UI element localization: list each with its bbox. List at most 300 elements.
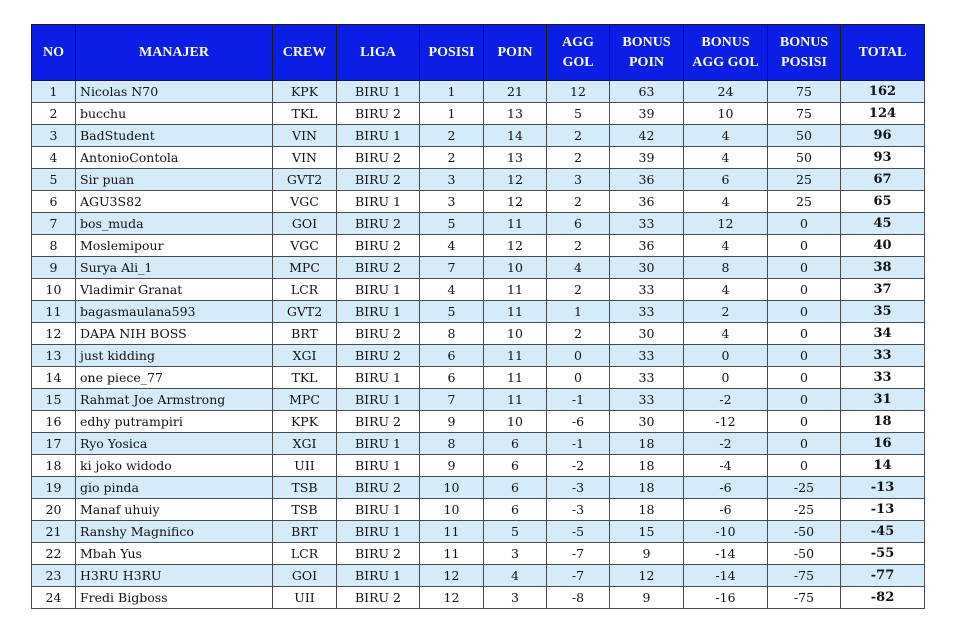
cell-poin: 12 [484,235,547,257]
cell-total: 33 [841,367,925,389]
cell-bonus-poin: 36 [610,191,684,213]
cell-posisi: 9 [420,411,484,433]
cell-crew: GOI [273,213,337,235]
cell-bonus-posisi: 75 [768,103,841,125]
cell-liga: BIRU 2 [337,257,420,279]
cell-bonus-poin: 33 [610,345,684,367]
cell-bonus-posisi: -50 [768,543,841,565]
column-header-label: AGG GOL [692,54,759,70]
table-row [32,279,925,301]
cell-manajer: BadStudent [76,125,273,147]
cell-poin: 6 [484,455,547,477]
cell-no: 8 [32,235,76,257]
cell-bonus-posisi: 0 [768,301,841,323]
column-header-label: NO [43,44,64,60]
cell-liga: BIRU 2 [337,147,420,169]
table-row [32,169,925,191]
cell-no: 3 [32,125,76,147]
column-header-label: POSISI [781,54,827,70]
cell-no: 7 [32,213,76,235]
cell-posisi: 10 [420,499,484,521]
column-header-label: POSISI [428,44,475,60]
cell-agg-gol: -5 [547,521,610,543]
cell-total: 37 [841,279,925,301]
table-row [32,235,925,257]
cell-agg-gol: 4 [547,257,610,279]
cell-agg-gol: 2 [547,191,610,213]
cell-manajer: gio pinda [76,477,273,499]
cell-poin: 10 [484,411,547,433]
cell-liga: BIRU 2 [337,411,420,433]
cell-poin: 13 [484,103,547,125]
cell-manajer: Nicolas N70 [76,81,273,103]
cell-manajer: one piece_77 [76,367,273,389]
cell-agg-gol: 2 [547,235,610,257]
cell-liga: BIRU 2 [337,169,420,191]
cell-crew: XGI [273,345,337,367]
cell-crew: TSB [273,499,337,521]
cell-posisi: 7 [420,257,484,279]
cell-posisi: 11 [420,521,484,543]
cell-bonus-agg-gol: 10 [684,103,768,125]
cell-posisi: 4 [420,235,484,257]
cell-bonus-agg-gol: 4 [684,191,768,213]
cell-posisi: 10 [420,477,484,499]
cell-no: 11 [32,301,76,323]
cell-liga: BIRU 1 [337,301,420,323]
cell-bonus-posisi: -25 [768,477,841,499]
cell-no: 4 [32,147,76,169]
cell-bonus-posisi: 0 [768,279,841,301]
cell-bonus-agg-gol: -10 [684,521,768,543]
cell-bonus-agg-gol: 4 [684,279,768,301]
cell-crew: BRT [273,521,337,543]
cell-bonus-poin: 18 [610,433,684,455]
cell-poin: 6 [484,477,547,499]
cell-bonus-agg-gol: 4 [684,147,768,169]
cell-agg-gol: -7 [547,565,610,587]
column-header-poin [484,25,547,81]
cell-crew: MPC [273,257,337,279]
table-body [32,81,925,609]
cell-posisi: 3 [420,191,484,213]
cell-bonus-agg-gol: 2 [684,301,768,323]
cell-crew: UII [273,587,337,609]
cell-manajer: Moslemipour [76,235,273,257]
cell-agg-gol: -3 [547,477,610,499]
cell-bonus-poin: 30 [610,411,684,433]
cell-bonus-posisi: 0 [768,455,841,477]
cell-bonus-agg-gol: -12 [684,411,768,433]
cell-agg-gol: -7 [547,543,610,565]
cell-bonus-agg-gol: 8 [684,257,768,279]
cell-total: 38 [841,257,925,279]
column-header-no [32,25,76,81]
cell-total: 162 [841,81,925,103]
cell-no: 23 [32,565,76,587]
cell-total: 124 [841,103,925,125]
column-header-label: POIN [497,44,533,60]
cell-bonus-agg-gol: -16 [684,587,768,609]
cell-total: 18 [841,411,925,433]
cell-posisi: 6 [420,345,484,367]
cell-manajer: Ranshy Magnifico [76,521,273,543]
cell-bonus-posisi: 50 [768,125,841,147]
column-header-label: POIN [629,54,664,70]
column-header-label: BONUS [779,34,829,50]
cell-crew: UII [273,455,337,477]
cell-bonus-poin: 18 [610,455,684,477]
cell-crew: GVT2 [273,169,337,191]
cell-manajer: ki joko widodo [76,455,273,477]
cell-bonus-poin: 63 [610,81,684,103]
cell-manajer: Fredi Bigboss [76,587,273,609]
cell-posisi: 1 [420,103,484,125]
cell-poin: 12 [484,191,547,213]
cell-no: 13 [32,345,76,367]
cell-bonus-agg-gol: 4 [684,323,768,345]
column-header-bonus-poin [610,25,684,81]
cell-bonus-agg-gol: 6 [684,169,768,191]
cell-posisi: 12 [420,587,484,609]
cell-agg-gol: -8 [547,587,610,609]
cell-crew: VIN [273,125,337,147]
cell-poin: 21 [484,81,547,103]
cell-liga: BIRU 1 [337,433,420,455]
column-header-label: AGG [562,34,594,50]
cell-liga: BIRU 2 [337,477,420,499]
cell-crew: MPC [273,389,337,411]
cell-bonus-poin: 36 [610,169,684,191]
cell-bonus-posisi: 25 [768,169,841,191]
cell-bonus-poin: 39 [610,147,684,169]
cell-liga: BIRU 1 [337,455,420,477]
cell-agg-gol: 2 [547,279,610,301]
table-header-row [32,25,925,81]
cell-liga: BIRU 2 [337,235,420,257]
cell-bonus-poin: 33 [610,279,684,301]
cell-bonus-posisi: 0 [768,367,841,389]
cell-manajer: Manaf uhuiy [76,499,273,521]
cell-poin: 14 [484,125,547,147]
cell-poin: 11 [484,367,547,389]
table-row [32,433,925,455]
cell-posisi: 8 [420,433,484,455]
cell-no: 16 [32,411,76,433]
column-header-label: BONUS [701,34,750,50]
cell-liga: BIRU 1 [337,279,420,301]
table-row [32,81,925,103]
column-header-bonus-agg-gol [684,25,768,81]
cell-manajer: Vladimir Granat [76,279,273,301]
cell-crew: VIN [273,147,337,169]
cell-posisi: 5 [420,213,484,235]
column-header-liga [337,25,420,81]
cell-posisi: 7 [420,389,484,411]
cell-agg-gol: 6 [547,213,610,235]
cell-crew: VGC [273,235,337,257]
cell-crew: TKL [273,103,337,125]
cell-posisi: 8 [420,323,484,345]
cell-total: 96 [841,125,925,147]
cell-bonus-agg-gol: -2 [684,389,768,411]
cell-liga: BIRU 1 [337,191,420,213]
table-row [32,499,925,521]
cell-bonus-posisi: 0 [768,433,841,455]
table-row [32,345,925,367]
cell-manajer: DAPA NIH BOSS [76,323,273,345]
cell-bonus-posisi: 0 [768,257,841,279]
cell-manajer: bagasmaulana593 [76,301,273,323]
cell-no: 18 [32,455,76,477]
cell-bonus-agg-gol: -2 [684,433,768,455]
cell-agg-gol: 2 [547,323,610,345]
cell-bonus-posisi: -25 [768,499,841,521]
cell-total: 93 [841,147,925,169]
cell-bonus-agg-gol: -14 [684,543,768,565]
cell-bonus-agg-gol: 4 [684,235,768,257]
cell-manajer: just kidding [76,345,273,367]
cell-poin: 11 [484,389,547,411]
column-header-label: BONUS [622,34,671,50]
cell-total: 16 [841,433,925,455]
cell-bonus-agg-gol: 0 [684,367,768,389]
cell-bonus-poin: 33 [610,213,684,235]
cell-liga: BIRU 2 [337,323,420,345]
column-header-total [841,25,925,81]
cell-bonus-agg-gol: 24 [684,81,768,103]
cell-no: 24 [32,587,76,609]
cell-agg-gol: -2 [547,455,610,477]
cell-manajer: H3RU H3RU [76,565,273,587]
cell-poin: 6 [484,499,547,521]
standings-table [31,24,925,609]
cell-total: -82 [841,587,925,609]
cell-poin: 11 [484,279,547,301]
cell-total: 45 [841,213,925,235]
cell-poin: 10 [484,257,547,279]
cell-bonus-posisi: 0 [768,323,841,345]
cell-no: 12 [32,323,76,345]
cell-posisi: 9 [420,455,484,477]
table-row [32,125,925,147]
cell-no: 20 [32,499,76,521]
cell-agg-gol: -3 [547,499,610,521]
cell-crew: TSB [273,477,337,499]
table-row [32,301,925,323]
cell-agg-gol: 12 [547,81,610,103]
cell-no: 9 [32,257,76,279]
cell-posisi: 2 [420,125,484,147]
table-row [32,257,925,279]
cell-manajer: Surya Ali_1 [76,257,273,279]
cell-crew: KPK [273,411,337,433]
cell-bonus-agg-gol: -6 [684,499,768,521]
cell-bonus-posisi: -50 [768,521,841,543]
cell-agg-gol: 3 [547,169,610,191]
cell-posisi: 12 [420,565,484,587]
cell-bonus-poin: 9 [610,587,684,609]
standings-table-container [31,24,925,609]
table-row [32,389,925,411]
cell-liga: BIRU 2 [337,345,420,367]
cell-manajer: AGU3S82 [76,191,273,213]
cell-manajer: AntonioContola [76,147,273,169]
cell-manajer: Sir puan [76,169,273,191]
cell-no: 6 [32,191,76,213]
table-row [32,191,925,213]
cell-posisi: 1 [420,81,484,103]
cell-no: 2 [32,103,76,125]
cell-bonus-poin: 33 [610,367,684,389]
column-header-posisi [420,25,484,81]
cell-bonus-posisi: -75 [768,587,841,609]
cell-crew: GVT2 [273,301,337,323]
cell-agg-gol: -1 [547,389,610,411]
column-header-label: TOTAL [858,44,907,60]
cell-total: 14 [841,455,925,477]
cell-liga: BIRU 1 [337,521,420,543]
cell-agg-gol: 2 [547,147,610,169]
cell-liga: BIRU 1 [337,499,420,521]
cell-liga: BIRU 1 [337,389,420,411]
cell-bonus-posisi: 0 [768,389,841,411]
cell-no: 17 [32,433,76,455]
cell-agg-gol: 0 [547,367,610,389]
cell-bonus-poin: 18 [610,477,684,499]
cell-crew: XGI [273,433,337,455]
column-header-label: GOL [562,54,594,70]
cell-bonus-agg-gol: -4 [684,455,768,477]
cell-liga: BIRU 2 [337,543,420,565]
cell-no: 14 [32,367,76,389]
cell-total: -45 [841,521,925,543]
cell-total: 35 [841,301,925,323]
cell-manajer: edhy putrampiri [76,411,273,433]
table-row [32,367,925,389]
cell-bonus-poin: 9 [610,543,684,565]
cell-bonus-posisi: 25 [768,191,841,213]
cell-no: 22 [32,543,76,565]
cell-bonus-posisi: 0 [768,411,841,433]
cell-total: 31 [841,389,925,411]
table-row [32,103,925,125]
cell-bonus-agg-gol: -6 [684,477,768,499]
cell-liga: BIRU 2 [337,587,420,609]
cell-bonus-poin: 39 [610,103,684,125]
cell-bonus-poin: 18 [610,499,684,521]
cell-poin: 4 [484,565,547,587]
table-row [32,565,925,587]
cell-manajer: bos_muda [76,213,273,235]
cell-liga: BIRU 2 [337,213,420,235]
cell-manajer: Rahmat Joe Armstrong [76,389,273,411]
cell-bonus-poin: 30 [610,257,684,279]
cell-bonus-posisi: 0 [768,213,841,235]
cell-poin: 10 [484,323,547,345]
cell-poin: 13 [484,147,547,169]
cell-total: 67 [841,169,925,191]
table-row [32,521,925,543]
table-row [32,213,925,235]
table-row [32,455,925,477]
cell-posisi: 3 [420,169,484,191]
cell-posisi: 11 [420,543,484,565]
cell-liga: BIRU 1 [337,81,420,103]
cell-agg-gol: 0 [547,345,610,367]
cell-posisi: 4 [420,279,484,301]
table-row [32,323,925,345]
cell-bonus-agg-gol: 12 [684,213,768,235]
cell-poin: 11 [484,345,547,367]
table-row [32,411,925,433]
cell-agg-gol: -6 [547,411,610,433]
cell-bonus-poin: 12 [610,565,684,587]
cell-liga: BIRU 1 [337,125,420,147]
cell-crew: LCR [273,279,337,301]
cell-manajer: Mbah Yus [76,543,273,565]
cell-no: 21 [32,521,76,543]
cell-bonus-agg-gol: -14 [684,565,768,587]
cell-agg-gol: 1 [547,301,610,323]
cell-bonus-posisi: 0 [768,345,841,367]
cell-total: 34 [841,323,925,345]
table-row [32,477,925,499]
cell-bonus-poin: 15 [610,521,684,543]
cell-liga: BIRU 1 [337,367,420,389]
column-header-bonus-posisi [768,25,841,81]
cell-crew: LCR [273,543,337,565]
cell-no: 15 [32,389,76,411]
cell-agg-gol: 5 [547,103,610,125]
table-row [32,587,925,609]
column-header-label: MANAJER [139,44,209,60]
cell-bonus-posisi: 50 [768,147,841,169]
cell-bonus-poin: 33 [610,301,684,323]
cell-posisi: 6 [420,367,484,389]
cell-poin: 3 [484,543,547,565]
cell-poin: 3 [484,587,547,609]
cell-no: 1 [32,81,76,103]
table-row [32,147,925,169]
cell-no: 5 [32,169,76,191]
cell-poin: 11 [484,213,547,235]
cell-no: 10 [32,279,76,301]
cell-crew: TKL [273,367,337,389]
cell-crew: KPK [273,81,337,103]
cell-liga: BIRU 2 [337,103,420,125]
cell-posisi: 5 [420,301,484,323]
cell-bonus-posisi: 75 [768,81,841,103]
cell-total: -55 [841,543,925,565]
cell-crew: GOI [273,565,337,587]
cell-agg-gol: 2 [547,125,610,147]
cell-poin: 12 [484,169,547,191]
cell-total: -77 [841,565,925,587]
cell-bonus-posisi: -75 [768,565,841,587]
cell-poin: 6 [484,433,547,455]
cell-crew: BRT [273,323,337,345]
cell-manajer: bucchu [76,103,273,125]
cell-total: -13 [841,477,925,499]
cell-bonus-posisi: 0 [768,235,841,257]
cell-bonus-poin: 30 [610,323,684,345]
cell-bonus-poin: 36 [610,235,684,257]
cell-liga: BIRU 1 [337,565,420,587]
cell-posisi: 2 [420,147,484,169]
cell-bonus-agg-gol: 0 [684,345,768,367]
column-header-crew [273,25,337,81]
